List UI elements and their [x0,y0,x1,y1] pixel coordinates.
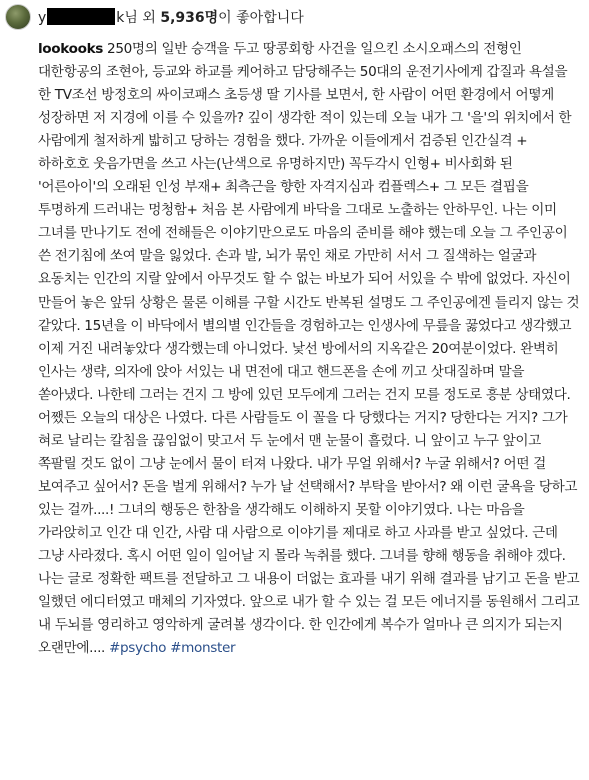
hashtag-monster[interactable]: #monster [170,640,236,657]
caption-author[interactable]: lookooks [38,41,104,57]
post-caption [38,38,580,660]
liker-username-end[interactable]: k [116,10,125,26]
redaction-bar [47,8,115,25]
likes-summary[interactable] [38,8,304,27]
caption-text: 250명의 일반 승객을 두고 땅콩회항 사건을 일으킨 소시오패스의 전형인 대한항공의 조현아, 등교와 하교를 케어하고 담당해주는 50대의 운전기사에게 갑질과 욕설을 한 TV조선 방정호의 싸이코패스 초등생 딸 기사를 보면서, 한 사람이 어떤 환경에서 어떻게 성장하면 저 지경에 이를 수 있을까? 깊이 생각한 적이 있는데 오늘 내가 그 '을'의 위치에서 한 사람에게 철저하게 밟히고 당하는 경험을 했다. 가까운 이들에게서 검증된 인간실격 + 하하호호 웃음가면을 쓰고 사는(난색으로 유명하지만) 꼭두각시 인형+ 비사회화 된 '어른아이'의 오래된 인성 부재+ 최측근을 향한 자격지심과 컴플렉스+ 그 모든 결핍을 투명하게 드러내는 멍청함+ 처음 본 사람에게 바닥을 그대로 노출하는 안하무인. 나는 이미 그녀를 만나기도 전에 전해들은 이야기만으로도 마음의 준비를 해야 했는데 오늘 그 주인공이 쓴 전기침에 쏘여 말을 잃었다. 손과 발, 뇌가 묶인 채로 가만히 서서 그 질색하는 얼굴과 요동치는 인간의 지랄 앞에서 아무것도 할 수 없는 바보가 되어 서있을 수 밖에 없었다. 자신이 만들어 놓은 앞뒤 상황은 물론 이해를 구할 시간도 반복된 설명도 그 주인공에겐 들리지 않는 것 같았다. 15년을 이 바닥에서 별의별 인간들을 경험하고는 인생사에 무릎을 꿇었다고 생각했고 이제 거진 내려놓았다 생각했는데 아니었다. 낯선 방에서의 지옥같은 20여분이었다. 완벽히 인사는 생략, 의자에 앉아 서있는 내 면전에 대고 핸드폰을 손에 끼고 삿대질하며 말을 쏟아냈다. 나한테 그러는 건지 그 방에 있던 모두에게 그러는 건지 모를 정도로 흥분 상태였다. 어쨌든 오늘의 대상은 나였다. 다른 사람들도 이 꼴을 다 당했다는 거지? 당한다는 거지? 그가 혀로 날리는 칼침을 끊임없이 맞고서 두 눈에서 맨 눈물이 흘렀다. 니 앞이고 누구 앞이고 쪽팔릴 것도 없이 그냥 눈에서 물이 터져 나왔다. 내가 무얼 위해서? 누굴 위해서? 어떤 걸 보여주고 싶어서? 돈을 벌게 위해서? 누가 날 선택해서? 부탁을 받아서? 왜 이런 굴욕을 당하고 있는 걸까....! 그녀의 행동은 한참을 생각해도 이해하지 못할 이야기였다. 나는 마음을 가라앉히고 인간 대 인간, 사람 대 사람으로 이야기를 제대로 하고 사과를 받고 싶었다. 근데 그냥 사라졌다. 혹시 어떤 일이 일어날 지 몰라 녹취를 했다. 그녀를 향해 행동을 취해야 겠다. 나는 글로 정확한 팩트를 전달하고 그 내용이 더없는 효과를 내기 위해 결과를 남기고 돈을 받고 일했던 에디터였고 매체의 기자였다. 앞으로 내가 할 수 있는 걸 모든 에너지를 동원해서 그리고 내 두뇌를 영리하고 영악하게 굴려볼 생각이다. 한 인간에게 복수가 얼마나 큰 의지가 되는지 오랜만에.... [38,41,580,657]
likes-bar [0,0,589,38]
likes-count[interactable]: 5,936명 [160,10,219,26]
avatar[interactable] [5,4,31,30]
hashtag-psycho[interactable]: #psycho [108,640,167,657]
liker-username-start[interactable]: y [38,10,47,26]
likes-suffix-post: 이 좋아합니다 [218,10,304,26]
likes-suffix-pre: 님 외 [124,10,161,26]
